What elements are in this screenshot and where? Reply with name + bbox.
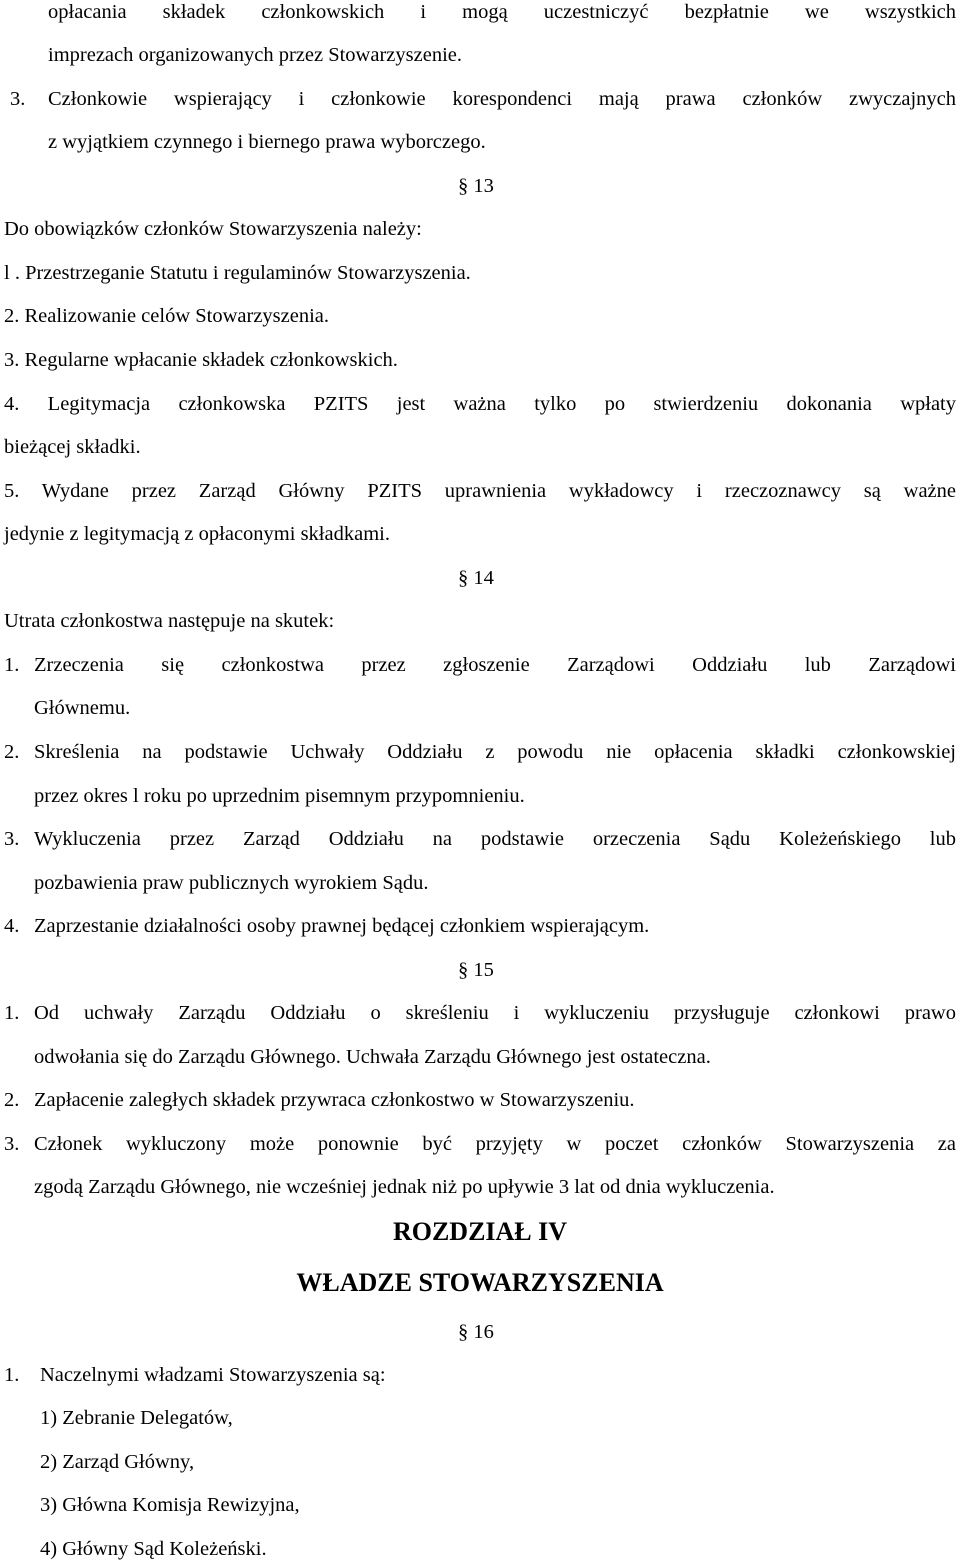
text-line: odwołania się do Zarządu Głównego. Uchwała Zarządu Głównego jest ostateczna.: [34, 1046, 711, 1068]
list-item: 2. Realizowanie celów Stowarzyszenia.: [4, 305, 330, 327]
sub-list-item: 1) Zebranie Delegatów,: [40, 1407, 233, 1429]
text-line: pozbawienia praw publicznych wyrokiem Sądu.: [34, 872, 429, 894]
list-item: Skreślenia na podstawie Uchwały Oddziału z powodu nie opłacenia składki członkowskiej: [34, 741, 956, 763]
list-item: Od uchwały Zarządu Oddziału o skreśleniu i wykluczeniu przysługuje członkowi prawo: [34, 1002, 956, 1024]
list-item: Zrzeczenia się członkostwa przez zgłoszenie Zarządowi Oddziału lub Zarządowi: [34, 654, 956, 676]
section-heading: § 16: [458, 1321, 494, 1343]
text-line: przez okres l roku po uprzednim pisemnym przypomnieniu.: [34, 785, 525, 807]
list-number: 3.: [4, 1133, 20, 1155]
chapter-title: WŁADZE STOWARZYSZENIA: [296, 1268, 664, 1297]
sub-list-item: 4) Główny Sąd Koleżeński.: [40, 1538, 267, 1560]
text-line: opłacania składek członkowskich i mogą uczestniczyć bezpłatnie we wszystkich: [48, 1, 956, 23]
section-heading: § 15: [458, 959, 494, 981]
list-number: 2.: [4, 741, 20, 763]
text-line: bieżącej składki.: [4, 436, 141, 458]
list-item: 3. Regularne wpłacanie składek członkowskich.: [4, 349, 398, 371]
list-item: 5. Wydane przez Zarząd Główny PZITS uprawnienia wykładowcy i rzeczoznawcy są ważne: [4, 480, 956, 502]
list-item: l . Przestrzeganie Statutu i regulaminów Stowarzyszenia.: [4, 262, 471, 284]
list-item: 4. Legitymacja członkowska PZITS jest ważna tylko po stwierdzeniu dokonania wpłaty: [4, 393, 956, 415]
text-line: imprezach organizowanych przez Stowarzyszenie.: [48, 44, 462, 66]
text-line: jedynie z legitymacją z opłaconymi składkami.: [4, 523, 390, 545]
list-number: 4.: [4, 915, 20, 937]
list-number: 1.: [4, 654, 20, 676]
list-item: Członek wykluczony może ponownie być przyjęty w poczet członków Stowarzyszenia za: [34, 1133, 956, 1155]
section-intro: Utrata członkostwa następuje na skutek:: [4, 610, 335, 632]
text-line: z wyjątkiem czynnego i biernego prawa wyborczego.: [48, 131, 486, 153]
text-line: Członkowie wspierający i członkowie korespondenci mają prawa członków zwyczajnych: [48, 88, 956, 110]
list-item: Naczelnymi władzami Stowarzyszenia są:: [40, 1364, 386, 1386]
list-number: 3.: [4, 828, 20, 850]
section-intro: Do obowiązków członków Stowarzyszenia należy:: [4, 218, 422, 240]
sub-list-item: 2) Zarząd Główny,: [40, 1451, 195, 1473]
list-number: 2.: [4, 1089, 20, 1111]
list-item: Zaprzestanie działalności osoby prawnej będącej członkiem wspierającym.: [34, 915, 650, 937]
text-line: zgodą Zarządu Głównego, nie wcześniej jednak niż po upływie 3 lat od dnia wykluczenia.: [34, 1176, 775, 1198]
sub-list-item: 3) Główna Komisja Rewizyjna,: [40, 1494, 300, 1516]
chapter-heading: ROZDZIAŁ IV: [392, 1217, 568, 1246]
list-number: 1.: [4, 1364, 20, 1386]
text-line: Głównemu.: [34, 697, 131, 719]
list-number: 3.: [10, 88, 26, 110]
list-item: Zapłacenie zaległych składek przywraca członkostwo w Stowarzyszeniu.: [34, 1089, 635, 1111]
list-item: Wykluczenia przez Zarząd Oddziału na podstawie orzeczenia Sądu Koleżeńskiego lub: [34, 828, 956, 850]
section-heading: § 14: [458, 567, 494, 589]
list-number: 1.: [4, 1002, 20, 1024]
section-heading: § 13: [458, 175, 494, 197]
